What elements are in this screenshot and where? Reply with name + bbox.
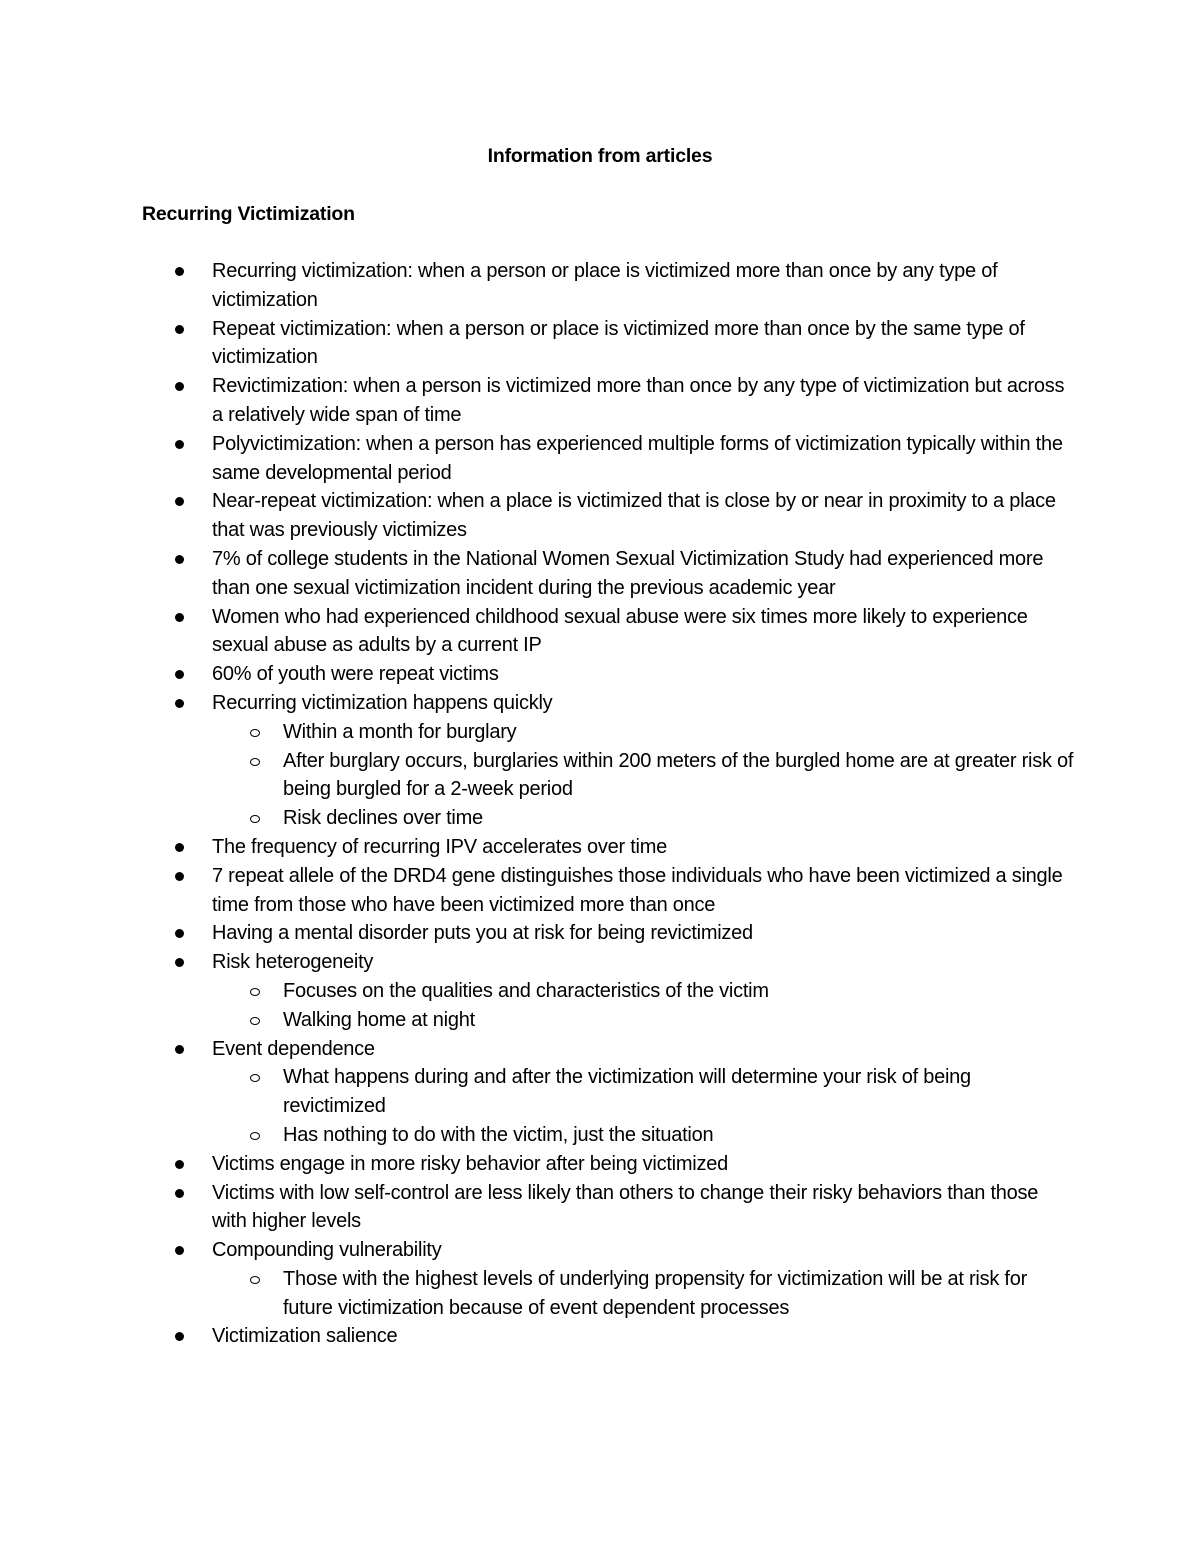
list-item-text: The frequency of recurring IPV accelerates over time — [212, 835, 667, 858]
list-item — [0, 1179, 1200, 1237]
hollow-circle-bullet-icon — [248, 1063, 264, 1092]
list-item — [0, 487, 1200, 545]
filled-bullet-icon — [173, 257, 187, 286]
list-item — [0, 430, 1200, 488]
filled-bullet-icon — [173, 862, 187, 891]
filled-bullet-icon — [173, 603, 187, 632]
hollow-circle-bullet-icon — [248, 1006, 264, 1035]
list-item — [0, 660, 1200, 689]
list-item-text: Revictimization: when a person is victimized more than once by any type of victimization but across a relatively wide span of time — [212, 375, 1065, 426]
filled-bullet-icon — [173, 1322, 187, 1351]
filled-bullet-icon — [173, 1236, 187, 1265]
filled-bullet-icon — [173, 1035, 187, 1064]
list-item-text: Those with the highest levels of underlying propensity for victimization will be at risk for future victimization because of event dependent processes — [283, 1267, 1028, 1319]
filled-bullet-icon — [173, 948, 187, 977]
list-item-text: Victimization salience — [212, 1325, 398, 1348]
list-item-text: Has nothing to do with the victim, just the situation — [283, 1123, 714, 1146]
filled-bullet-icon — [173, 315, 187, 344]
filled-bullet-icon — [173, 833, 187, 862]
filled-bullet-icon — [173, 545, 187, 574]
list-item-text: Risk declines over time — [283, 807, 483, 830]
sub-list-item — [0, 718, 1200, 747]
list-item-text: Recurring victimization happens quickly — [212, 691, 553, 714]
list-item — [0, 689, 1200, 718]
sub-list-item — [0, 977, 1200, 1006]
list-item-text: 60% of youth were repeat victims — [212, 663, 499, 686]
hollow-circle-bullet-icon — [248, 747, 264, 776]
list-item-text: Within a month for burglary — [283, 720, 517, 743]
list-item — [0, 315, 1200, 373]
list-item — [0, 948, 1200, 977]
sub-list-item — [0, 1265, 1200, 1323]
list-item-text: Risk heterogeneity — [212, 951, 374, 974]
hollow-circle-bullet-icon — [248, 804, 264, 833]
sub-list-item — [0, 1063, 1200, 1121]
filled-bullet-icon — [173, 660, 187, 689]
sub-list-item — [0, 747, 1200, 805]
filled-bullet-icon — [173, 372, 187, 401]
hollow-circle-bullet-icon — [248, 1265, 264, 1294]
list-item-text: Compounding vulnerability — [212, 1239, 442, 1262]
list-item — [0, 833, 1200, 862]
sub-list-item — [0, 1006, 1200, 1035]
list-item-text: Victims engage in more risky behavior after being victimized — [212, 1152, 728, 1175]
list-item-text: Polyvictimization: when a person has experienced multiple forms of victimization typically within the same developmental period — [212, 432, 1063, 484]
list-item-text: 7 repeat allele of the DRD4 gene distinguishes those individuals who have been victimized a single time from those who have been victimized more than once — [212, 864, 1063, 916]
list-item-text: What happens during and after the victimization will determine your risk of being revictimized — [283, 1066, 971, 1118]
list-item — [0, 257, 1200, 315]
filled-bullet-icon — [173, 689, 187, 718]
sub-list-item — [0, 1121, 1200, 1150]
list-item-text: After burglary occurs, burglaries within 200 meters of the burgled home are at greater risk of being burgled for a 2-week period — [283, 749, 1074, 801]
list-item-text: Victims with low self-control are less likely than others to change their risky behaviors than those with higher levels — [212, 1181, 1039, 1233]
hollow-circle-bullet-icon — [248, 1121, 264, 1150]
document-title: Information from articles — [487, 145, 713, 167]
filled-bullet-icon — [173, 1179, 187, 1208]
sub-list-item — [0, 804, 1200, 833]
filled-bullet-icon — [173, 919, 187, 948]
list-item-text: Repeat victimization: when a person or place is victimized more than once by the same type of victimization — [212, 317, 1025, 369]
list-item-text: Near-repeat victimization: when a place is victimized that is close by or near in proximity to a place that was previously victimizes — [212, 490, 1056, 542]
list-item — [0, 862, 1200, 920]
list-item — [0, 1322, 1200, 1351]
list-item-text: 7% of college students in the National Women Sexual Victimization Study had experienced more than one sexual victimization incident during the previous academic year — [212, 547, 1044, 599]
list-item — [0, 1035, 1200, 1064]
filled-bullet-icon — [173, 1150, 187, 1179]
list-item — [0, 1150, 1200, 1179]
hollow-circle-bullet-icon — [248, 718, 264, 747]
list-item-text: Recurring victimization: when a person or place is victimized more than once by any type of victimization — [212, 260, 998, 311]
hollow-circle-bullet-icon — [248, 977, 264, 1006]
list-item — [0, 603, 1200, 661]
list-item — [0, 919, 1200, 948]
list-item-text: Event dependence — [212, 1037, 375, 1060]
list-item — [0, 545, 1200, 603]
list-item — [0, 372, 1200, 430]
section-heading: Recurring Victimization — [142, 203, 355, 225]
list-item — [0, 1236, 1200, 1265]
list-item-text: Having a mental disorder puts you at risk for being revictimized — [212, 922, 753, 945]
filled-bullet-icon — [173, 430, 187, 459]
filled-bullet-icon — [173, 487, 187, 516]
list-item-text: Walking home at night — [283, 1008, 475, 1031]
list-item-text: Women who had experienced childhood sexual abuse were six times more likely to experience sexual abuse as adults by a current IP — [212, 605, 1028, 657]
list-item-text: Focuses on the qualities and characteristics of the victim — [283, 979, 769, 1002]
notes-list — [0, 257, 1200, 1351]
